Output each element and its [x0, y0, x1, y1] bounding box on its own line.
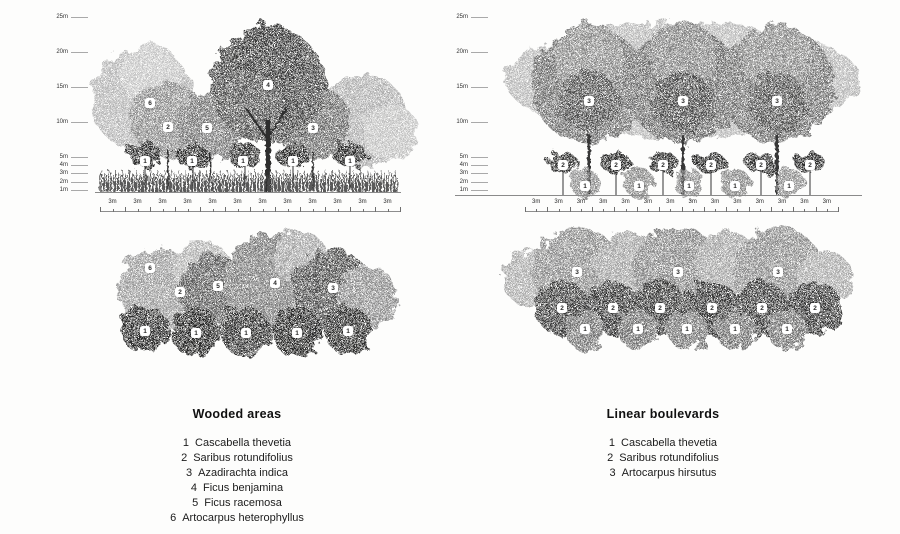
plant-badge-6: 6	[145, 263, 155, 273]
ruler-tick	[213, 209, 214, 212]
height-scale-label: 4m	[459, 162, 468, 168]
height-scale-tick	[71, 122, 88, 123]
height-scale-tick	[71, 52, 88, 53]
ruler-tick	[525, 207, 526, 212]
ruler-tick	[771, 207, 772, 212]
ruler-tick	[313, 209, 314, 212]
height-scale-tick	[71, 165, 88, 166]
ruler-tick	[670, 209, 671, 212]
height-scale-label: 25m	[56, 14, 68, 20]
legend-row	[117, 451, 357, 466]
ruler-tick	[200, 207, 201, 212]
height-scale-tick	[471, 17, 488, 18]
ruler-segment-label: 3m	[688, 199, 697, 205]
legend-item-number: 1	[608, 437, 616, 449]
ruler-segment-label: 3m	[308, 199, 317, 205]
ruler-tick	[325, 207, 326, 212]
wooded-legend-title: Wooded areas	[192, 407, 282, 421]
height-scale-mark	[440, 161, 488, 169]
plant-badge-2: 2	[558, 160, 568, 170]
ruler-tick	[570, 207, 571, 212]
ruler-tick	[138, 209, 139, 212]
height-scale-mark	[40, 118, 88, 126]
legend-item-number: 3	[185, 467, 193, 479]
plant-badge-5: 5	[213, 281, 223, 291]
plant-badge-2: 2	[756, 160, 766, 170]
height-scale-mark	[440, 186, 488, 194]
height-scale-mark	[40, 186, 88, 194]
legend-item-number: 2	[607, 452, 614, 464]
ruler-tick	[782, 209, 783, 212]
ruler-tick	[150, 207, 151, 212]
legend-row	[543, 436, 783, 451]
ruler-tick	[100, 207, 101, 212]
plant-badge-1: 1	[238, 156, 248, 166]
plant-badge-3: 3	[308, 123, 318, 133]
height-scale-label: 5m	[59, 154, 68, 160]
plant-badge-3: 3	[673, 267, 683, 277]
ruler-segment-label: 3m	[532, 199, 541, 205]
plant-badge-2: 2	[655, 303, 665, 313]
plant-badge-2: 2	[707, 303, 717, 313]
plant-badge-5: 5	[202, 123, 212, 133]
ruler-tick	[827, 209, 828, 212]
linear-height-scale	[440, 0, 492, 200]
height-scale-label: 1m	[59, 187, 68, 193]
height-scale-tick	[471, 165, 488, 166]
ruler-segment-label: 3m	[358, 199, 367, 205]
height-scale-mark	[40, 48, 88, 56]
ruler-tick	[682, 207, 683, 212]
ruler-tick	[626, 209, 627, 212]
plant-badge-4: 4	[263, 80, 273, 90]
ruler-tick	[288, 209, 289, 212]
height-scale-mark	[440, 178, 488, 186]
plant-badge-3: 3	[328, 283, 338, 293]
plant-badge-1: 1	[241, 328, 251, 338]
plant-badge-1: 1	[345, 156, 355, 166]
ruler-tick	[581, 209, 582, 212]
height-scale-mark	[440, 153, 488, 161]
ruler-tick	[225, 207, 226, 212]
height-scale-tick	[471, 122, 488, 123]
legend-item-name: Saribus rotundifolius	[619, 452, 719, 464]
ruler-tick	[263, 209, 264, 212]
height-scale-label: 15m	[56, 84, 68, 90]
ruler-segment-label: 3m	[643, 199, 653, 205]
wooded-spacing-ruler	[100, 197, 400, 212]
height-scale-tick	[71, 87, 88, 88]
ruler-segment-label: 3m	[777, 199, 787, 205]
plant-badge-2: 2	[175, 287, 185, 297]
ruler-tick	[648, 209, 649, 212]
linear-elevation-trees	[455, 21, 862, 198]
height-scale-mark	[40, 178, 88, 186]
height-scale-tick	[71, 182, 88, 183]
linear-legend-items	[543, 436, 783, 481]
legend-row	[543, 466, 783, 481]
ruler-tick	[188, 209, 189, 212]
legend-row	[117, 511, 357, 526]
ruler-tick	[804, 209, 805, 212]
legend-item-number: 2	[181, 452, 188, 464]
plant-badge-1: 1	[292, 328, 302, 338]
legend-row	[117, 466, 357, 481]
plant-badge-2: 2	[163, 122, 173, 132]
ruler-tick	[793, 207, 794, 212]
legend-row	[117, 436, 357, 451]
plant-badge-1: 1	[730, 324, 740, 334]
ruler-segment-label: 3m	[383, 199, 392, 205]
ruler-tick	[163, 209, 164, 212]
ruler-tick	[238, 209, 239, 212]
height-scale-label: 20m	[56, 49, 68, 55]
plant-badge-3: 3	[678, 96, 688, 106]
height-scale-tick	[71, 173, 88, 174]
plant-badge-1: 1	[782, 324, 792, 334]
plant-badge-1: 1	[684, 181, 694, 191]
height-scale-label: 25m	[456, 14, 468, 20]
ruler-segment-label: 3m	[258, 199, 267, 205]
plant-badge-1: 1	[140, 156, 150, 166]
ruler-tick	[603, 209, 604, 212]
ruler-segment-label: 3m	[333, 199, 342, 205]
plant-badge-2: 2	[608, 303, 618, 313]
height-scale-label: 15m	[456, 84, 468, 90]
ruler-segment-label: 3m	[710, 199, 720, 205]
plant-badge-1: 1	[191, 328, 201, 338]
height-scale-tick	[71, 157, 88, 158]
ruler-tick	[400, 207, 401, 212]
ruler-tick	[592, 207, 593, 212]
ruler-segment-label: 3m	[208, 199, 217, 205]
ruler-tick	[637, 207, 638, 212]
height-scale-label: 20m	[456, 49, 468, 55]
linear-legend	[543, 407, 783, 481]
ruler-segment-label: 3m	[822, 199, 831, 205]
ruler-tick	[704, 207, 705, 212]
height-scale-label: 10m	[56, 119, 68, 125]
ruler-segment-label: 3m	[733, 199, 742, 205]
height-scale-tick	[471, 87, 488, 88]
ruler-segment-label: 3m	[666, 199, 675, 205]
wooded-plan-canopies	[118, 231, 398, 357]
ruler-tick	[614, 207, 615, 212]
height-scale-mark	[40, 161, 88, 169]
plant-badge-3: 3	[772, 96, 782, 106]
ruler-segment-label: 3m	[283, 199, 292, 205]
ruler-tick	[749, 207, 750, 212]
plant-badge-1: 1	[784, 181, 794, 191]
ruler-tick	[559, 209, 560, 212]
height-scale-label: 2m	[459, 179, 468, 185]
plant-badge-1: 1	[140, 326, 150, 336]
plant-badge-1: 1	[730, 181, 740, 191]
legend-item-number: 6	[170, 512, 177, 524]
legend-item-name: Artocarpus heterophyllus	[182, 512, 304, 524]
ruler-segment-label: 3m	[233, 199, 242, 205]
height-scale-mark	[440, 13, 488, 21]
ruler-tick	[300, 207, 301, 212]
ruler-segment-label: 3m	[576, 199, 586, 205]
ruler-tick	[338, 209, 339, 212]
height-scale-mark	[40, 169, 88, 177]
ruler-segment-label: 3m	[133, 199, 142, 205]
ruler-tick	[250, 207, 251, 212]
height-scale-tick	[71, 17, 88, 18]
height-scale-label: 2m	[59, 179, 68, 185]
plant-badge-3: 3	[584, 96, 594, 106]
legend-row	[543, 451, 783, 466]
plant-badge-2: 2	[611, 160, 621, 170]
wooded-legend-items	[117, 436, 357, 526]
plant-badge-1: 1	[580, 181, 590, 191]
legend-item-number: 3	[609, 467, 616, 479]
plant-badge-2: 2	[557, 303, 567, 313]
ruler-tick	[816, 207, 817, 212]
height-scale-tick	[471, 182, 488, 183]
ruler-tick	[375, 207, 376, 212]
height-scale-mark	[440, 169, 488, 177]
plant-badge-3: 3	[773, 267, 783, 277]
ruler-tick	[737, 209, 738, 212]
ruler-tick	[536, 209, 537, 212]
legend-item-name: Ficus racemosa	[204, 497, 282, 509]
plant-badge-1: 1	[187, 156, 197, 166]
ruler-segment-label: 3m	[800, 199, 809, 205]
ruler-tick	[659, 207, 660, 212]
height-scale-label: 4m	[59, 162, 68, 168]
height-scale-mark	[440, 48, 488, 56]
ruler-tick	[838, 207, 839, 212]
legend-row	[117, 481, 357, 496]
ruler-tick	[175, 207, 176, 212]
height-scale-label: 3m	[59, 170, 68, 176]
legend-item-number: 4	[190, 482, 198, 494]
height-scale-label: 3m	[459, 170, 468, 176]
height-scale-label: 1m	[459, 187, 468, 193]
ruler-tick	[125, 207, 126, 212]
plant-badge-4: 4	[270, 278, 280, 288]
height-scale-tick	[471, 173, 488, 174]
ruler-tick	[388, 209, 389, 212]
ruler-tick	[547, 207, 548, 212]
wooded-legend	[117, 407, 357, 526]
ruler-segment-label: 3m	[621, 199, 630, 205]
ruler-segment-label: 3m	[554, 199, 563, 205]
plant-badge-6: 6	[145, 98, 155, 108]
ruler-segment-label: 3m	[755, 199, 764, 205]
height-scale-label: 10m	[456, 119, 468, 125]
legend-item-name: Cascabella thevetia	[195, 437, 292, 449]
ruler-tick	[275, 207, 276, 212]
legend-item-name: Azadirachta indica	[198, 467, 288, 479]
plant-badge-2: 2	[810, 303, 820, 313]
ruler-tick	[715, 209, 716, 212]
ruler-tick	[363, 209, 364, 212]
legend-item-name: Ficus benjamina	[203, 482, 284, 494]
plant-badge-1: 1	[343, 326, 353, 336]
legend-item-name: Cascabella thevetia	[621, 437, 718, 449]
plant-badge-1: 1	[288, 156, 298, 166]
plant-badge-1: 1	[580, 324, 590, 334]
height-scale-tick	[71, 190, 88, 191]
ruler-segment-label: 3m	[183, 199, 192, 205]
height-scale-tick	[471, 52, 488, 53]
height-scale-mark	[440, 83, 488, 91]
legend-item-name: Saribus rotundifolius	[193, 452, 293, 464]
legend-item-number: 5	[192, 497, 199, 509]
plant-badge-2: 2	[706, 160, 716, 170]
height-scale-label: 5m	[459, 154, 468, 160]
plant-badge-1: 1	[682, 324, 692, 334]
wooded-height-scale	[40, 0, 92, 200]
plant-badge-3: 3	[572, 267, 582, 277]
height-scale-mark	[40, 13, 88, 21]
legend-row	[117, 496, 357, 511]
linear-legend-title: Linear boulevards	[606, 407, 720, 421]
height-scale-tick	[471, 190, 488, 191]
height-scale-mark	[440, 118, 488, 126]
plant-badge-1: 1	[634, 181, 644, 191]
linear-plan-canopies	[502, 227, 852, 350]
plant-badge-2: 2	[658, 160, 668, 170]
legend-item-name: Artocarpus hirsutus	[621, 467, 717, 479]
ruler-segment-label: 3m	[599, 199, 608, 205]
ruler-segment-label: 3m	[158, 199, 167, 205]
ruler-segment-label: 3m	[108, 199, 117, 205]
linear-spacing-ruler	[525, 197, 838, 212]
plant-badge-1: 1	[633, 324, 643, 334]
height-scale-tick	[471, 157, 488, 158]
legend-item-number: 1	[182, 437, 190, 449]
ruler-tick	[726, 207, 727, 212]
wooded-elevation-trees	[91, 23, 418, 193]
plant-badge-2: 2	[805, 160, 815, 170]
ruler-tick	[350, 207, 351, 212]
ruler-tick	[693, 209, 694, 212]
height-scale-mark	[40, 153, 88, 161]
ruler-tick	[113, 209, 114, 212]
ruler-tick	[760, 209, 761, 212]
height-scale-mark	[40, 83, 88, 91]
plant-badge-2: 2	[757, 303, 767, 313]
